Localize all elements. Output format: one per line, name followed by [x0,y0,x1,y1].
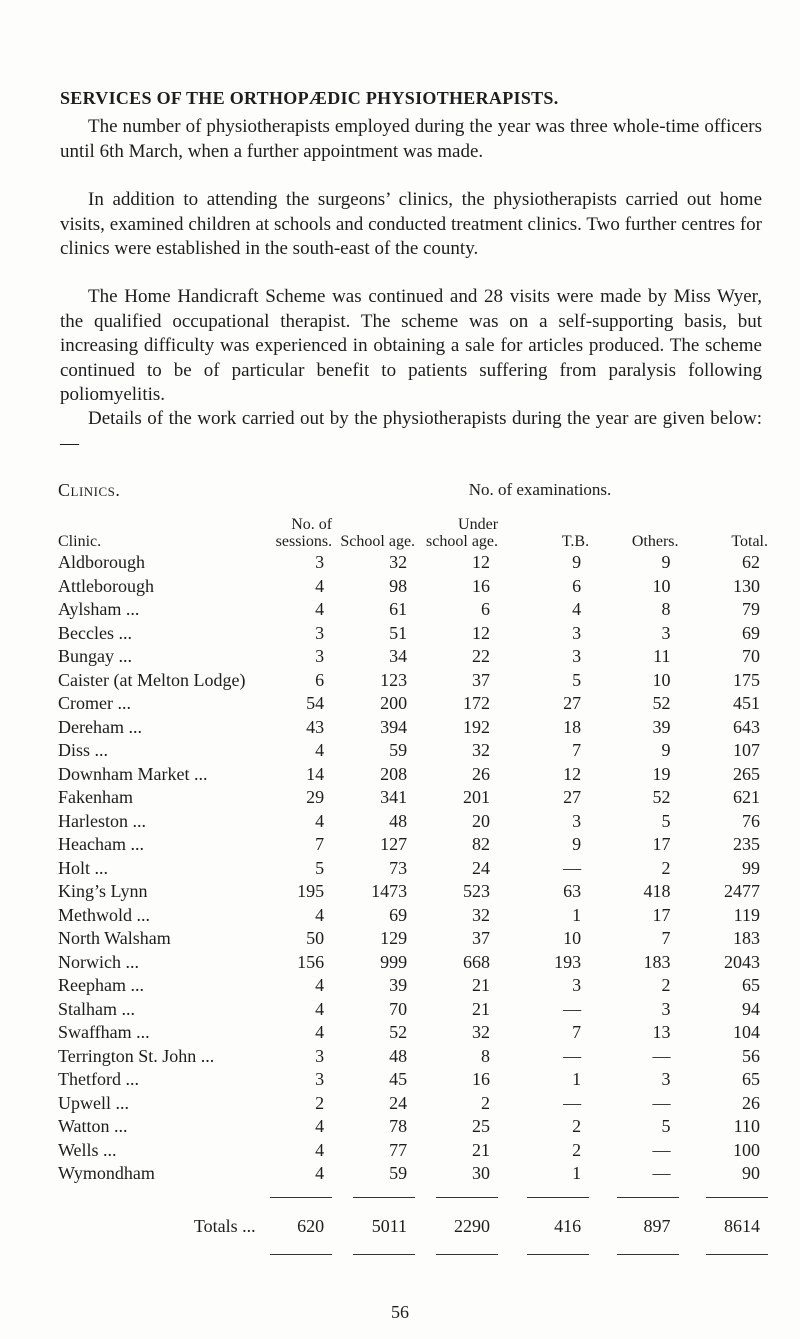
paragraph-clinics: In addition to attending the surgeons’ clinics, the physiotherapists carried out home visits, examined children at schools and conducted treatment clinics. Two further centres for clinics were established in the south-east of the county. [60,189,762,259]
table-row [58,575,768,599]
totals-tb: 416 [554,1215,582,1236]
cell-tb: 10 [563,928,582,949]
clinic-name: Norwich ... [58,951,139,972]
cell-total: 70 [742,646,760,667]
cell-school-age: 24 [389,1092,408,1113]
table-row [58,1162,768,1186]
group-header: No. of examinations. [468,480,612,499]
table-row [58,1068,768,1092]
cell-sessions: 3 [315,1069,325,1090]
cell-under-school-age: 32 [472,904,491,925]
clinic-name: Heacham ... [58,834,144,855]
cell-total: 451 [733,693,760,714]
cell-total: 65 [742,975,760,996]
table-row [58,857,768,881]
clinic-name: Bungay ... [58,646,132,667]
cell-others: 13 [652,1022,671,1043]
clinic-name: Beccles ... [58,622,132,643]
section-title: Clinics. [58,480,121,500]
cell-under-school-age: 172 [463,693,491,714]
cell-total: 183 [733,928,760,949]
cell-tb: 7 [572,740,582,761]
cell-tb: 3 [572,646,582,667]
cell-sessions: 6 [315,669,325,690]
cell-tb: — [563,1092,582,1113]
cell-under-school-age: 201 [463,787,491,808]
cell-tb: 9 [572,552,582,573]
clinic-name: Cromer ... [58,693,131,714]
cell-tb: 193 [554,951,582,972]
cell-school-age: 129 [380,928,408,949]
cell-school-age: 34 [389,646,408,667]
clinic-name: Downham Market ... [58,763,208,784]
cell-total: 130 [733,575,760,596]
cell-under-school-age: 32 [472,740,491,761]
cell-others: 3 [661,622,671,643]
col-clinic: Clinic. [58,533,102,550]
cell-tb: 2 [572,1116,582,1137]
cell-under-school-age: 2 [481,1092,491,1113]
cell-total: 2477 [724,881,760,902]
cell-school-age: 98 [389,575,408,596]
cell-tb: 1 [572,1163,582,1184]
cell-sessions: 4 [315,1116,325,1137]
cell-school-age: 39 [389,975,408,996]
cell-sessions: 50 [306,928,325,949]
cell-under-school-age: 6 [481,599,491,620]
totals-sessions: 620 [297,1215,325,1236]
table-row [58,551,768,575]
cell-under-school-age: 16 [472,1069,491,1090]
cell-total: 175 [733,669,760,690]
cell-school-age: 208 [380,763,408,784]
cell-sessions: 4 [315,904,325,925]
cell-tb: — [563,857,582,878]
cell-others: 10 [652,669,671,690]
table-row [58,1092,768,1116]
cell-school-age: 59 [389,1163,408,1184]
cell-others: 5 [661,1116,671,1137]
col-under-school-age: Under school age. [426,516,499,550]
cell-school-age: 48 [389,1045,408,1066]
cell-sessions: 4 [315,599,325,620]
cell-others: 9 [661,552,671,573]
cell-under-school-age: 16 [472,575,491,596]
cell-sessions: 4 [315,575,325,596]
cell-school-age: 52 [389,1022,408,1043]
cell-school-age: 341 [380,787,408,808]
totals-label: Totals ... [193,1215,256,1236]
table-row [58,974,768,998]
cell-tb: — [563,998,582,1019]
cell-total: 2043 [724,951,760,972]
cell-sessions: 4 [315,810,325,831]
cell-tb: 9 [572,834,582,855]
cell-sessions: 3 [315,622,325,643]
table-row [58,927,768,951]
table-row [58,669,768,693]
cell-others: 7 [661,928,671,949]
cell-under-school-age: 21 [472,998,491,1019]
cell-under-school-age: 82 [472,834,491,855]
cell-others: 9 [661,740,671,761]
cell-others: 19 [652,763,671,784]
clinic-name: Attleborough [58,575,154,596]
cell-total: 76 [742,810,760,831]
paragraph-staffing: The number of physiotherapists employed during the year was three whole-time officers until 6th March, when a further appointment was made. [60,116,762,162]
table-row [58,833,768,857]
cell-under-school-age: 37 [472,928,491,949]
cell-under-school-age: 12 [472,622,491,643]
clinic-name: Terrington St. John ... [58,1045,215,1066]
table-row [58,786,768,810]
clinic-name: Aldborough [58,552,145,573]
cell-total: 107 [733,740,760,761]
table-row [58,1045,768,1069]
cell-school-age: 999 [380,951,408,972]
clinic-name: Aylsham ... [58,599,140,620]
table-row [58,951,768,975]
clinic-name: Holt ... [58,857,109,878]
cell-under-school-age: 37 [472,669,491,690]
clinic-name: Harleston ... [58,810,146,831]
page-heading: SERVICES OF THE ORTHOPÆDIC PHYSIOTHERAPISTS. [60,88,559,108]
cell-others: 2 [661,975,671,996]
table-row [58,1139,768,1163]
totals-total: 8614 [724,1215,760,1236]
table-row [58,598,768,622]
cell-total: 110 [733,1116,760,1137]
cell-others: 17 [652,904,671,925]
clinics-table [58,500,768,1267]
cell-under-school-age: 25 [472,1116,491,1137]
cell-total: 265 [733,763,760,784]
cell-total: 56 [742,1045,760,1066]
table-row [58,622,768,646]
cell-sessions: 3 [315,552,325,573]
rule-row [58,1186,768,1210]
cell-school-age: 69 [389,904,408,925]
cell-others: 11 [653,646,671,667]
cell-others: 3 [661,1069,671,1090]
cell-tb: 2 [572,1139,582,1160]
cell-total: 79 [742,599,760,620]
cell-others: 52 [652,787,671,808]
totals-row [58,1209,768,1243]
cell-others: 52 [652,693,671,714]
cell-under-school-age: 12 [472,552,491,573]
cell-under-school-age: 668 [463,951,491,972]
cell-under-school-age: 21 [472,1139,491,1160]
cell-total: 69 [742,622,760,643]
cell-sessions: 5 [315,857,325,878]
cell-tb: 6 [572,575,582,596]
cell-school-age: 200 [380,693,408,714]
cell-sessions: 7 [315,834,325,855]
cell-others: 3 [661,998,671,1019]
cell-total: 94 [742,998,760,1019]
clinic-name: Wymondham [58,1163,155,1184]
cell-tb: 5 [572,669,582,690]
cell-others: 8 [661,599,671,620]
cell-sessions: 54 [306,693,325,714]
cell-total: 26 [742,1092,760,1113]
table-row [58,716,768,740]
cell-sessions: 2 [315,1092,325,1113]
clinic-name: Watton ... [58,1116,128,1137]
clinic-name: Swaffham ... [58,1022,150,1043]
cell-school-age: 77 [389,1139,408,1160]
table-row [58,998,768,1022]
cell-tb: 3 [572,975,582,996]
cell-under-school-age: 21 [472,975,491,996]
table-row [58,692,768,716]
cell-sessions: 4 [315,1022,325,1043]
clinic-name: Caister (at Melton Lodge) [58,669,246,690]
cell-school-age: 73 [389,857,408,878]
cell-school-age: 45 [389,1069,408,1090]
cell-others: 17 [652,834,671,855]
clinic-name: King’s Lynn [58,881,148,902]
col-school-age: School age. [340,533,416,550]
clinic-name: Wells ... [58,1139,117,1160]
cell-others: — [652,1163,671,1184]
cell-others: 2 [661,857,671,878]
table-row [58,763,768,787]
clinic-name: Dereham ... [58,716,142,737]
clinic-name: Upwell ... [58,1092,129,1113]
table-row [58,739,768,763]
cell-tb: 4 [572,599,582,620]
cell-school-age: 70 [389,998,408,1019]
page-number: 56 [391,1302,409,1322]
cell-tb: 3 [572,622,582,643]
cell-total: 65 [742,1069,760,1090]
cell-sessions: 4 [315,975,325,996]
cell-total: 100 [733,1139,760,1160]
cell-school-age: 32 [389,552,408,573]
cell-tb: 1 [572,1069,582,1090]
cell-others: 418 [643,881,671,902]
cell-total: 99 [742,857,760,878]
cell-others: 39 [652,716,671,737]
cell-under-school-age: 8 [481,1045,491,1066]
cell-tb: 1 [572,904,582,925]
cell-under-school-age: 192 [463,716,491,737]
table-row [58,880,768,904]
cell-school-age: 78 [389,1116,408,1137]
cell-others: — [652,1092,671,1113]
totals-under-school-age: 2290 [454,1215,491,1236]
cell-school-age: 48 [389,810,408,831]
totals-others: 897 [643,1215,671,1236]
cell-tb: 63 [563,881,582,902]
clinic-name: Stalham ... [58,998,135,1019]
cell-under-school-age: 22 [472,646,491,667]
cell-under-school-age: 523 [463,881,491,902]
cell-total: 119 [733,904,760,925]
cell-sessions: 4 [315,1139,325,1160]
clinic-name: Reepham ... [58,975,144,996]
table-body [58,551,768,1186]
col-tb: T.B. [561,533,590,550]
clinic-name: Thetford ... [58,1069,139,1090]
cell-under-school-age: 24 [472,857,491,878]
cell-under-school-age: 26 [472,763,491,784]
cell-sessions: 3 [315,1045,325,1066]
cell-others: 5 [661,810,671,831]
cell-total: 643 [733,716,760,737]
cell-tb: 27 [563,787,582,808]
cell-school-age: 123 [380,669,408,690]
table-row [58,645,768,669]
col-others: Others. [631,533,679,550]
clinic-name: North Walsham [58,928,171,949]
cell-sessions: 195 [297,881,325,902]
cell-tb: — [563,1045,582,1066]
table-row [58,1115,768,1139]
cell-sessions: 14 [306,763,325,784]
totals-school-age: 5011 [371,1215,408,1236]
table-row [58,1021,768,1045]
cell-total: 62 [742,552,760,573]
clinic-name: Methwold ... [58,904,150,925]
cell-sessions: 4 [315,1163,325,1184]
cell-school-age: 1473 [371,881,408,902]
cell-school-age: 51 [389,622,408,643]
cell-others: 10 [652,575,671,596]
cell-tb: 18 [563,716,582,737]
col-total: Total. [731,533,768,550]
cell-others: 183 [643,951,671,972]
cell-others: — [652,1139,671,1160]
cell-school-age: 127 [380,834,408,855]
cell-tb: 12 [563,763,582,784]
clinic-name: Diss ... [58,740,109,761]
table-row [58,904,768,928]
cell-tb: 27 [563,693,582,714]
cell-total: 235 [733,834,760,855]
table-header-row [58,500,768,551]
cell-under-school-age: 30 [472,1163,491,1184]
paragraph-handicraft: The Home Handicraft Scheme was continued and 28 visits were made by Miss Wyer, the qualified occupational therapist. The scheme was on a self-supporting basis, but increasing difficulty was experienced in obtaining a sale for articles produced. The scheme continued to be of particular benefit to patients suffering from paralysis following poliomyelitis. [60,286,762,405]
cell-tb: 3 [572,810,582,831]
cell-sessions: 43 [306,716,325,737]
clinic-name: Fakenham [58,787,133,808]
cell-total: 90 [742,1163,760,1184]
cell-sessions: 156 [297,951,325,972]
cell-total: 104 [733,1022,760,1043]
cell-school-age: 59 [389,740,408,761]
cell-others: — [652,1045,671,1066]
table-row [58,810,768,834]
cell-under-school-age: 20 [472,810,491,831]
cell-school-age: 394 [380,716,408,737]
cell-tb: 7 [572,1022,582,1043]
col-sessions: No. of sessions. [275,516,333,550]
cell-school-age: 61 [389,599,408,620]
paragraph-details: Details of the work carried out by the physiotherapists during the year are given below: — [60,408,762,454]
rule-row-bottom [58,1243,768,1267]
cell-under-school-age: 32 [472,1022,491,1043]
cell-total: 621 [733,787,760,808]
cell-sessions: 4 [315,740,325,761]
cell-sessions: 29 [306,787,325,808]
cell-sessions: 4 [315,998,325,1019]
cell-sessions: 3 [315,646,325,667]
